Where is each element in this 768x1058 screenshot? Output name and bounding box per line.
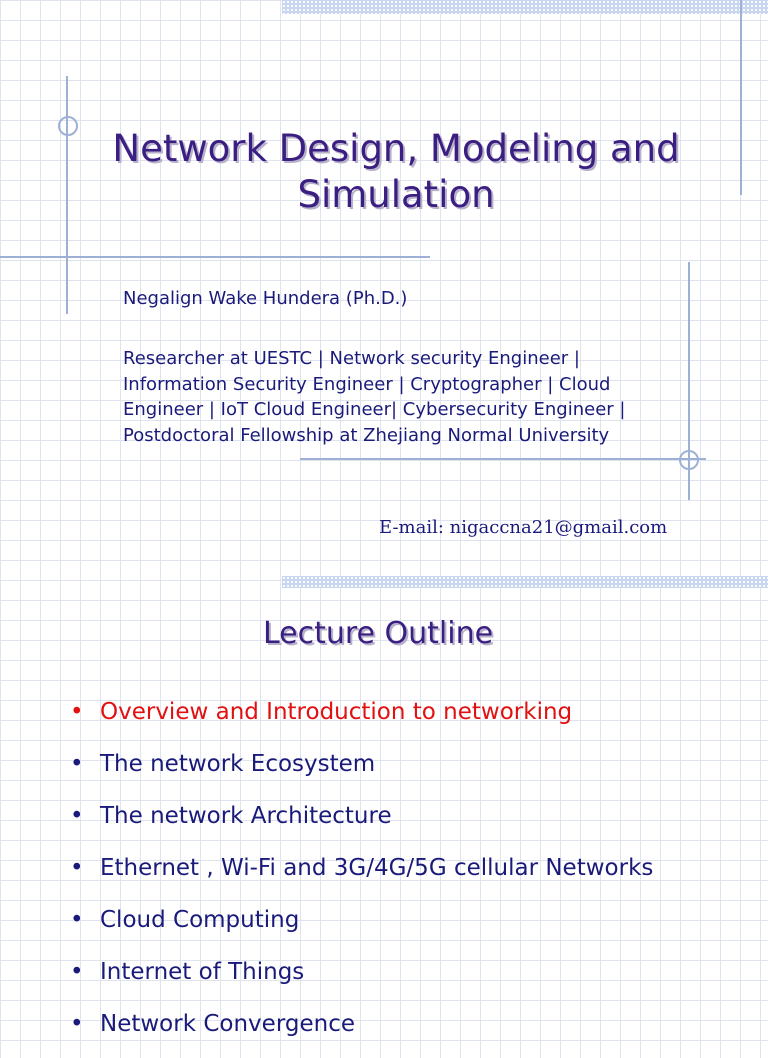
outline-item: [70, 694, 760, 746]
top-decorative-band: [282, 0, 768, 14]
outline-item-label: The network Architecture: [100, 803, 392, 829]
slide-separator-band: [282, 576, 768, 588]
outline-item-label: Cloud Computing: [100, 907, 300, 933]
outline-item-label: The network Ecosystem: [100, 751, 376, 777]
outline-list: [70, 694, 760, 1058]
author-name: Negalign Wake Hundera (Ph.D.): [123, 288, 408, 309]
bio-horizontal-line: [300, 458, 706, 460]
bullet-icon: •: [70, 803, 84, 829]
outline-item: [70, 902, 760, 954]
outline-item: [70, 850, 760, 902]
outline-item: [70, 954, 760, 1006]
author-bio: Researcher at UESTC | Network security Engineer | Information Security Engineer | Cryptographer | Cloud Engineer | IoT Cloud Engineer| Cybersecurity Engineer | Postdoctoral Fellowship at Zhejiang Normal University: [123, 348, 626, 446]
bullet-icon: •: [70, 855, 84, 881]
outline-item: [70, 798, 760, 850]
outline-item-label: Overview and Introduction to networking: [100, 699, 573, 725]
right-crosshair-ring: [679, 450, 699, 470]
bullet-icon: •: [70, 907, 84, 933]
bullet-icon: •: [70, 699, 84, 725]
slide-title: Network Design, Modeling and Simulation: [112, 127, 680, 216]
title-horizontal-line: [0, 256, 430, 258]
bullet-icon: •: [70, 751, 84, 777]
outline-item-label: Network Convergence: [100, 1011, 355, 1037]
outline-title: Lecture Outline: [262, 616, 494, 651]
outline-item-label: Ethernet , Wi-Fi and 3G/4G/5G cellular Networks: [100, 855, 654, 881]
outline-item: [70, 746, 760, 798]
outline-item-label: Internet of Things: [100, 959, 305, 985]
bullet-icon: •: [70, 1011, 84, 1037]
top-right-vertical-line: [740, 0, 742, 195]
outline-item: [70, 1006, 760, 1058]
bullet-icon: •: [70, 959, 84, 985]
author-email: E-mail: nigaccna21@gmail.com: [379, 517, 668, 538]
